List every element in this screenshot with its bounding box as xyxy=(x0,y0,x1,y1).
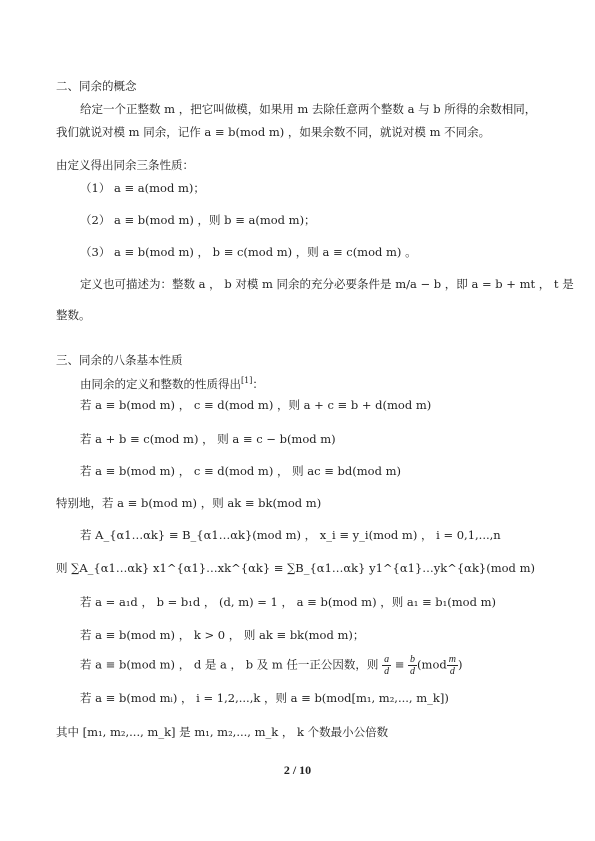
fraction-a-over-d xyxy=(382,654,391,677)
property-1: （1） a ≡ a(mod m)； xyxy=(80,181,205,195)
property-3: （3） a ≡ b(mod m) ， b ≡ c(mod m) ，则 a ≡ c(mod m) 。 xyxy=(80,245,417,259)
paragraph-line: 定义也可描述为：整数 a ， b 对模 m 同余的充分必要条件是 m/a − b ，即 a = b + mt ， t 是 xyxy=(80,277,574,291)
fraction-denominator: d xyxy=(410,666,416,677)
property-2: （2） a ≡ b(mod m) ，则 b ≡ a(mod m)； xyxy=(80,213,316,227)
properties-intro: 由定义得出同余三条性质： xyxy=(56,158,194,172)
paragraph-line: 给定一个正整数 m ，把它叫做模，如果用 m 去除任意两个整数 a 与 b 所得的余数相同， xyxy=(80,102,537,116)
congruence-sign: ≡ xyxy=(391,657,409,672)
intro-text: 由同余的定义和整数的性质得出 xyxy=(80,376,241,391)
property-line: 若 a ≡ b(mod m) ， c ≡ d(mod m) ， 则 ac ≡ bd(mod m) xyxy=(80,464,401,478)
fraction-denominator: d xyxy=(449,666,455,677)
property-line: 若 a ≡ b(mod mᵢ) ， i = 1,2,...,k ，则 a ≡ b(mod[m₁, m₂,..., m_k]) xyxy=(80,691,449,705)
property-line: 若 A_{α1…αk} ≡ B_{α1…αk}(mod m) ， x_i ≡ y_i(mod m) ， i = 0,1,...,n xyxy=(80,528,501,542)
property-line: 若 a ≡ b(mod m) ， c ≡ d(mod m) ，则 a + c ≡ b + d(mod m) xyxy=(80,398,432,412)
property-line: 特别地，若 a ≡ b(mod m) ，则 ak ≡ bk(mod m) xyxy=(56,496,322,510)
fraction-b-over-d xyxy=(408,654,417,677)
paragraph-line: 整数。 xyxy=(56,308,91,322)
fraction-numerator: b xyxy=(410,654,416,665)
property-line-fraction xyxy=(80,654,595,677)
paragraph-line: 我们就说对模 m 同余，记作 a ≡ b(mod m) ，如果余数不同，就说对模 m 不同余。 xyxy=(56,125,491,139)
fraction-prefix: 若 a ≡ b(mod m) ， d 是 a ， b 及 m 任一正公因数，则 xyxy=(80,657,379,672)
property-line: 若 a + b ≡ c(mod m) ， 则 a ≡ c − b(mod m) xyxy=(80,432,336,446)
property-line: 若 a = a₁d ， b = b₁d ， (d, m) = 1 ， a ≡ b(mod m) ，则 a₁ ≡ b₁(mod m) xyxy=(80,595,496,609)
section-heading: 三、同余的八条基本性质 xyxy=(56,353,183,367)
close-paren: ) xyxy=(457,657,463,672)
fraction-numerator: m xyxy=(448,654,456,665)
section-heading: 二、同余的概念 xyxy=(56,79,137,93)
section-intro xyxy=(80,373,595,392)
fraction-denominator: d xyxy=(384,666,390,677)
fraction-m-over-d xyxy=(447,654,458,677)
citation: [1] xyxy=(241,376,253,385)
property-line: 若 a ≡ b(mod m) ， k > 0 ， 则 ak ≡ bk(mod m)； xyxy=(80,628,365,642)
mod-text: (mod xyxy=(417,657,447,672)
fraction-numerator: a xyxy=(384,654,390,665)
page-number: 2 / 10 xyxy=(283,763,312,777)
intro-end: ： xyxy=(252,376,264,391)
property-line: 则 ∑A_{α1…αk} x1^{α1}…xk^{αk} ≡ ∑B_{α1…αk} y1^{α1}…yk^{αk}(mod m) xyxy=(56,561,535,575)
property-line: 其中 [m₁, m₂,..., m_k] 是 m₁, m₂,..., m_k ， k 个数最小公倍数 xyxy=(56,725,389,739)
